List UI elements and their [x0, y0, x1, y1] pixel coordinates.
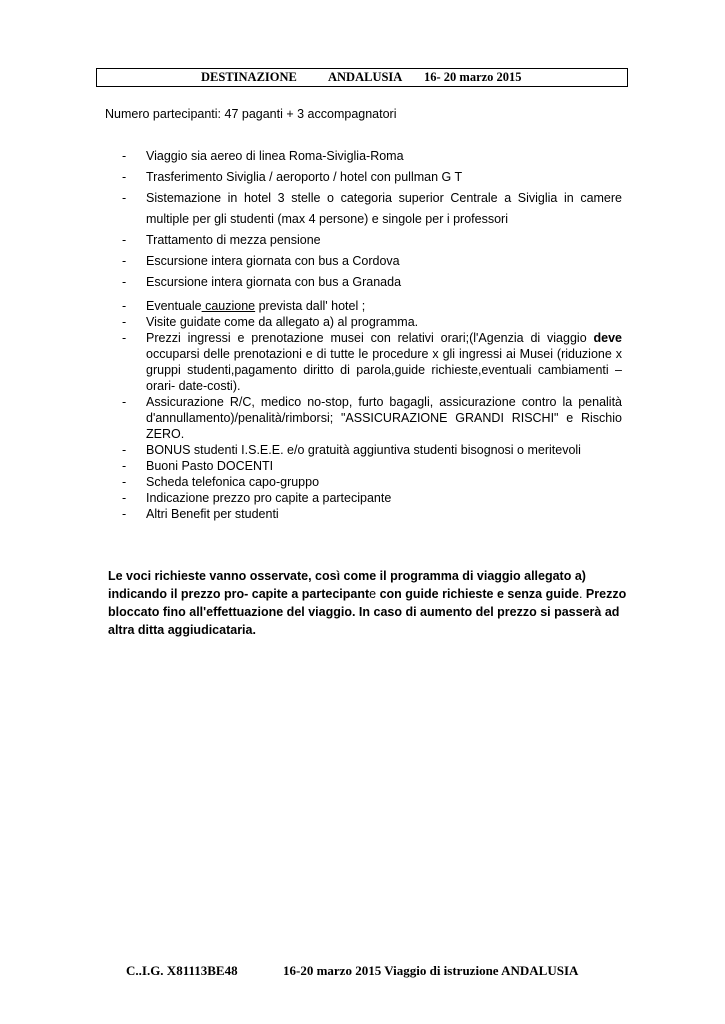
bold-note-paragraph: Le voci richieste vanno osservate, così come il programma di viaggio allegato a) indicando il prezzo pro- capite a partecipante con guide richieste e senza guide. Prezzo bloccato fino all'effettuazione del viaggio. In caso di aumento del prezzo si passerà ad altra ditta aggiudicataria.: [108, 569, 627, 637]
list-bullet: -: [122, 459, 127, 473]
list-item: [122, 474, 622, 490]
list-bullet: -: [122, 149, 127, 163]
list-item: [122, 251, 622, 272]
list-bullet: -: [122, 315, 127, 329]
list-item: [122, 167, 622, 188]
list-item-text: Visite guidate come da allegato a) al programma.: [146, 315, 419, 329]
list-item: [122, 146, 622, 167]
list-item: [122, 490, 622, 506]
list-item: [122, 394, 622, 442]
list-item: [122, 230, 622, 251]
participants-count: Numero partecipanti: 47 paganti + 3 accompagnatori: [105, 107, 397, 121]
footer-cig: C..I.G. X81113BE48: [126, 963, 238, 978]
list-item-text: Scheda telefonica capo-gruppo: [146, 475, 320, 489]
list-item-text: Indicazione prezzo pro capite a partecipante: [146, 491, 392, 505]
footer-title: 16-20 marzo 2015 Viaggio di istruzione ANDALUSIA: [283, 963, 579, 978]
list-item: [122, 314, 622, 330]
list-item-text: Altri Benefit per studenti: [146, 507, 279, 521]
list-item: [122, 298, 622, 314]
list-item-text: Viaggio sia aereo di linea Roma-Siviglia-Roma: [146, 149, 404, 163]
trip-dates: 16- 20 marzo 2015: [424, 70, 522, 84]
list-item-text: Escursione intera giornata con bus a Granada: [146, 275, 402, 289]
list-item: [122, 458, 622, 474]
list-item-text: Escursione intera giornata con bus a Cordova: [146, 254, 400, 268]
list-bullet: -: [122, 299, 127, 313]
list-bullet: -: [122, 491, 127, 505]
bold-word: deve: [593, 331, 622, 345]
list-item-text: Eventuale cauzione prevista dall' hotel ;: [146, 299, 366, 313]
list-bullet: -: [122, 170, 127, 184]
list-bullet: -: [122, 233, 127, 247]
list-item-text: Assicurazione R/C, medico no-stop, furto bagagli, assicurazione contro la penalità d'annullamento)/penalità/rimborsi; "ASSICURAZIONE GRANDI RISCHI" e Rischio ZERO.: [146, 395, 622, 441]
list-item: [122, 330, 622, 394]
list-item: [122, 188, 622, 230]
list-bullet: -: [122, 395, 127, 409]
list-item-text: Prezzi ingressi e prenotazione musei con relativi orari;(l'Agenzia di viaggio deve occuparsi delle prenotazioni e di tutte le procedure x gli ingressi ai Musei (riduzione x gruppi studenti,pagamento diritto di parola,guide richieste,eventuali cambiamenti – orari- date-costi).: [146, 331, 622, 393]
list-bullet: -: [122, 275, 127, 289]
destination-value: ANDALUSIA: [328, 70, 403, 84]
list-item-text: BONUS studenti I.S.E.E. e/o gratuità aggiuntiva studenti bisognosi o meritevoli: [146, 443, 581, 457]
list-item: [122, 442, 622, 458]
list-bullet: -: [122, 475, 127, 489]
list-item: [122, 272, 622, 293]
list-item-text: Trasferimento Siviglia / aeroporto / hotel con pullman G T: [146, 170, 463, 184]
header-box: [96, 68, 628, 87]
list-item-text: Sistemazione in hotel 3 stelle o categoria superior Centrale a Siviglia in camere multiple per gli studenti (max 4 persone) e singole per i professori: [146, 191, 622, 226]
underlined-word: cauzione: [201, 299, 256, 313]
list-item-text: Buoni Pasto DOCENTI: [146, 459, 274, 473]
list-bullet: -: [122, 191, 127, 205]
list-bullet: -: [122, 331, 127, 345]
list-bullet: -: [122, 507, 127, 521]
list-bullet: -: [122, 443, 127, 457]
destination-label: DESTINAZIONE: [201, 70, 297, 84]
list-item-text: Trattamento di mezza pensione: [146, 233, 321, 247]
list-item: [122, 506, 622, 522]
list-bullet: -: [122, 254, 127, 268]
requirements-list: [122, 146, 622, 522]
